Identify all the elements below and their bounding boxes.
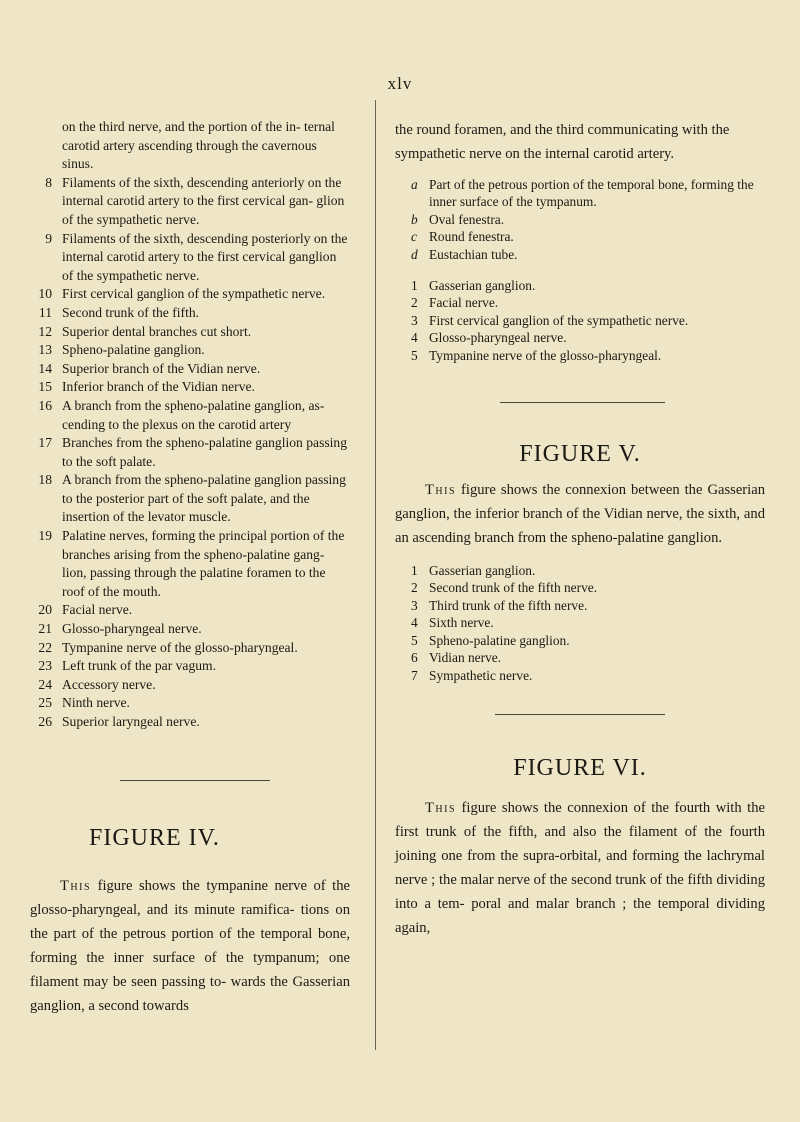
list-item xyxy=(395,562,765,579)
legend-number: 10 xyxy=(38,286,52,302)
legend-text: Spheno-palatine ganglion. xyxy=(62,342,205,358)
list-item xyxy=(395,312,765,329)
list-item xyxy=(30,639,350,658)
legend-text: Sympathetic nerve. xyxy=(429,667,533,683)
legend-text: Part of the petrous portion of the temporal bone, forming the inner surface of the tympanum. xyxy=(429,177,754,210)
legend-text: Oval fenestra. xyxy=(429,211,505,227)
legend-text: A branch from the spheno-palatine ganglion, as- cending to the plexus on the carotid artery xyxy=(62,397,325,432)
figure5-description xyxy=(395,478,765,550)
legend-number: 14 xyxy=(38,360,52,376)
legend-number: 1 xyxy=(411,278,418,294)
legend-letter: d xyxy=(411,246,418,262)
legend-number: 18 xyxy=(38,472,52,488)
legend-text: Gasserian ganglion. xyxy=(429,563,536,579)
list-item xyxy=(30,471,350,527)
right-column xyxy=(395,118,765,940)
legend-number: 15 xyxy=(38,379,52,395)
legend-text: Tympanine nerve of the glosso-pharyngeal. xyxy=(62,639,298,655)
legend-number: 11 xyxy=(38,304,52,320)
legend-text: Facial nerve. xyxy=(62,602,133,618)
legend-letter: c xyxy=(411,229,417,245)
list-item xyxy=(30,397,350,434)
list-item xyxy=(395,329,765,346)
list-item xyxy=(30,694,350,713)
legend-number: 9 xyxy=(45,230,52,246)
legend-number: 2 xyxy=(411,295,418,311)
list-item xyxy=(395,614,765,631)
page-number: xlv xyxy=(387,74,413,93)
figure5-text: figure shows the connexion between the Gasserian ganglion, the inferior branch of the Vidian nerve, the sixth, and an ascending branch from the spheno-palatine ganglion. xyxy=(395,482,765,547)
list-item xyxy=(30,434,350,471)
legend-number: 7 xyxy=(411,667,418,683)
legend-number: 5 xyxy=(411,347,418,363)
list-item xyxy=(30,360,350,379)
figure5-title: FIGURE V. xyxy=(519,441,641,468)
legend-number: 23 xyxy=(38,658,52,674)
list-item xyxy=(30,304,350,323)
legend-text: First cervical ganglion of the sympathetic nerve. xyxy=(429,312,689,328)
list-item xyxy=(30,713,350,732)
legend-text: Spheno-palatine ganglion. xyxy=(429,632,570,648)
left-column xyxy=(30,118,350,1018)
figure6-lead-word: This xyxy=(425,799,457,816)
figure4-text: figure shows the tympanine nerve of the glosso-pharyngeal, and its minute ramifica- tions on the part of the petrous portion of the temporal bone, forming the inner surface of the tympanum; one filament may be seen passing to- wards the Gasserian ganglion, a second towards xyxy=(30,877,350,1014)
legend-text: First cervical ganglion of the sympathetic nerve. xyxy=(62,286,326,302)
figure4-letter-legend xyxy=(395,176,765,263)
figure3-legend-list xyxy=(30,118,350,732)
list-item xyxy=(30,323,350,342)
legend-text: Glosso-pharyngeal nerve. xyxy=(62,621,202,637)
figure5-legend xyxy=(395,562,765,684)
list-item xyxy=(30,601,350,620)
legend-number: 1 xyxy=(411,563,418,579)
legend-number: 16 xyxy=(38,397,52,413)
legend-number: 3 xyxy=(411,597,418,613)
list-item xyxy=(395,294,765,311)
legend-number: 4 xyxy=(411,615,418,631)
legend-text: Left trunk of the par vagum. xyxy=(62,658,217,674)
legend-letter: a xyxy=(411,177,418,192)
legend-text: Superior laryngeal nerve. xyxy=(62,714,200,729)
legend-text: Second trunk of the fifth. xyxy=(62,304,200,320)
list-item xyxy=(395,246,765,263)
section-rule xyxy=(120,780,270,781)
figure6-description xyxy=(395,796,765,940)
legend-text: Superior branch of the Vidian nerve. xyxy=(62,360,261,376)
legend-text: Inferior branch of the Vidian nerve. xyxy=(62,379,255,395)
legend-number: 22 xyxy=(38,639,52,655)
figure3-continuation: the round foramen, and the third communicating with the sympathetic nerve on the internal carotid artery. xyxy=(395,122,730,162)
legend-number: 4 xyxy=(411,330,418,346)
list-item xyxy=(395,277,765,294)
list-item xyxy=(395,632,765,649)
legend-number: 6 xyxy=(411,650,418,666)
legend-text: Second trunk of the fifth nerve. xyxy=(429,580,598,596)
list-item xyxy=(30,620,350,639)
legend-text: Vidian nerve. xyxy=(429,650,502,666)
list-item xyxy=(30,230,350,286)
list-item xyxy=(30,527,350,601)
legend-number: 26 xyxy=(38,714,52,729)
list-item xyxy=(30,378,350,397)
list-item xyxy=(395,228,765,245)
column-divider xyxy=(375,100,376,1050)
legend-number: 13 xyxy=(38,342,52,358)
section-rule xyxy=(495,714,665,715)
figure5-lead-word: This xyxy=(425,482,457,499)
list-item xyxy=(30,657,350,676)
figure6-text: figure shows the connexion of the fourth with the first trunk of the fifth, and also the filament of the fourth joining one from the supra-orbital, and forming the lachrymal nerve ; the malar nerve of the second trunk of the fifth dividing into a tem- poral and malar branch ; the temporal dividing again, xyxy=(395,799,765,936)
legend-text: Glosso-pharyngeal nerve. xyxy=(429,330,567,346)
list-item xyxy=(395,579,765,596)
legend-number: 2 xyxy=(411,580,418,596)
legend-letter: b xyxy=(411,211,418,227)
figure4-description xyxy=(30,874,350,1018)
legend-text: Accessory nerve. xyxy=(62,676,156,692)
legend-text: Filaments of the sixth, descending posteriorly on the internal carotid artery to the first cervical ganglion of the sympathetic nerve. xyxy=(62,230,348,283)
list-item xyxy=(30,341,350,360)
legend-number: 19 xyxy=(38,528,52,544)
legend-text: Branches from the spheno-palatine ganglion passing to the soft palate. xyxy=(62,435,348,469)
legend-number: 3 xyxy=(411,312,418,328)
legend-number: 17 xyxy=(38,435,52,451)
list-item xyxy=(395,176,765,211)
legend-number: 20 xyxy=(38,602,52,618)
figure6-title: FIGURE VI. xyxy=(513,754,647,781)
legend-text: Superior dental branches cut short. xyxy=(62,323,252,339)
list-item xyxy=(30,676,350,695)
legend-text: A branch from the spheno-palatine ganglion passing to the posterior part of the soft palate, and the insertion of the levator muscle. xyxy=(62,472,346,525)
figure4-lead-word: This xyxy=(60,877,92,894)
legend-text: Tympanine nerve of the glosso-pharyngeal. xyxy=(429,347,662,363)
legend-text: Facial nerve. xyxy=(429,295,499,311)
legend-number: 12 xyxy=(38,323,52,339)
list-item xyxy=(30,285,350,304)
legend-text: Palatine nerves, forming the principal portion of the branches arising from the spheno-palatine gang- lion, passing through the palatine foramen to the roof of the mouth. xyxy=(62,528,345,599)
legend-text: Gasserian ganglion. xyxy=(429,278,536,294)
list-item xyxy=(395,649,765,666)
legend-text: Eustachian tube. xyxy=(429,246,518,262)
section-rule xyxy=(500,402,665,403)
legend-number: 25 xyxy=(38,695,52,711)
legend-text: Round fenestra. xyxy=(429,229,514,245)
legend-text: Ninth nerve. xyxy=(62,695,130,711)
list-item xyxy=(395,347,765,364)
legend-number: 5 xyxy=(411,632,418,648)
figure4-number-legend xyxy=(395,277,765,364)
list-item xyxy=(395,667,765,684)
list-item xyxy=(30,174,350,230)
legend-text: Sixth nerve. xyxy=(429,615,494,631)
legend-text: Third trunk of the fifth nerve. xyxy=(429,597,588,613)
list-item xyxy=(395,211,765,228)
legend-text: Filaments of the sixth, descending anteriorly on the internal carotid artery to the first cervical gan- glion of the sympathetic nerve. xyxy=(62,174,345,227)
legend-number: 21 xyxy=(38,621,52,637)
list-item xyxy=(30,118,350,174)
legend-number: 24 xyxy=(38,676,52,692)
legend-text: on the third nerve, and the portion of the in- ternal carotid artery ascending through the cavernous sinus. xyxy=(62,119,335,172)
legend-number: 8 xyxy=(45,174,52,190)
list-item xyxy=(395,597,765,614)
figure4-title: FIGURE IV. xyxy=(89,824,220,851)
